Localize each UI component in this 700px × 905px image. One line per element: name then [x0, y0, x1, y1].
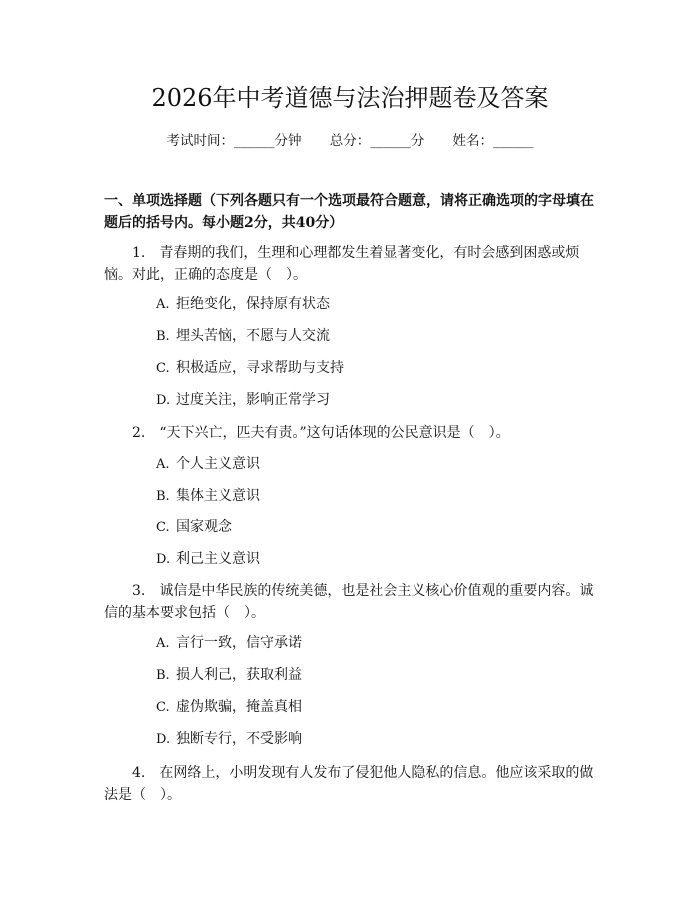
question-text: 1. 青春期的我们，生理和心理都发生着显著变化，有时会感到困惑或烦恼。对此，正确的态度是（ ）。 [104, 245, 580, 283]
option-item [156, 326, 596, 347]
option-item [156, 633, 596, 654]
exam-time-field: 考试时间：______分钟 [166, 133, 302, 149]
option-text: 独断专行，不受影响 [176, 731, 302, 747]
section-heading: 一、单项选择题（下列各题只有一个选项最符合题意，请将正确选项的字母填在题后的括号内。每小题2分，共40分） [104, 193, 594, 231]
option-item [156, 517, 596, 538]
option-text: 过度关注，影响正常学习 [176, 392, 330, 408]
student-name-field: 姓名：______ [452, 133, 534, 149]
option-letter: A. [156, 457, 170, 472]
option-letter: A. [156, 297, 170, 312]
option-text: 虚伪欺骗，掩盖真相 [176, 699, 302, 715]
option-item [156, 454, 596, 475]
option-letter: D. [156, 393, 171, 408]
option-text: 拒绝变化，保持原有状态 [176, 296, 330, 312]
option-letter: D. [156, 732, 171, 747]
question-text: 4. 在网络上，小明发现有人发布了侵犯他人隐私的信息。他应该采取的做法是（ ）。 [104, 765, 594, 803]
option-item [156, 358, 596, 379]
exam-info-line [0, 131, 700, 151]
option-item [156, 549, 596, 570]
option-letter: B. [156, 329, 170, 344]
question-text: 3. 诚信是中华民族的传统美德，也是社会主义核心价值观的重要内容。诚信的基本要求包括（ ）。 [104, 583, 594, 621]
option-text: 积极适应，寻求帮助与支持 [176, 360, 344, 376]
option-item [156, 486, 596, 507]
option-item [156, 294, 596, 315]
option-letter: A. [156, 636, 170, 651]
option-text: 损人利己，获取利益 [176, 667, 302, 683]
option-item [156, 665, 596, 686]
option-item [156, 697, 596, 718]
total-score-field: 总分：______分 [329, 133, 425, 149]
option-letter: B. [156, 668, 170, 683]
option-letter: C. [156, 361, 170, 376]
question-text: 2. “天下兴亡，匹夫有责。”这句话体现的公民意识是（ ）。 [132, 425, 510, 441]
page-title: 2026年中考道德与法治押题卷及答案 [151, 84, 549, 112]
option-item [156, 729, 596, 750]
option-letter: C. [156, 520, 170, 535]
option-letter: C. [156, 700, 170, 715]
option-text: 言行一致，信守承诺 [176, 635, 302, 651]
option-text: 个人主义意识 [176, 456, 260, 472]
option-text: 集体主义意识 [176, 488, 260, 504]
option-text: 利己主义意识 [176, 551, 260, 567]
option-text: 国家观念 [176, 519, 232, 535]
option-item [156, 390, 596, 411]
option-letter: B. [156, 489, 170, 504]
option-text: 埋头苦恼，不愿与人交流 [176, 328, 330, 344]
option-letter: D. [156, 552, 171, 567]
